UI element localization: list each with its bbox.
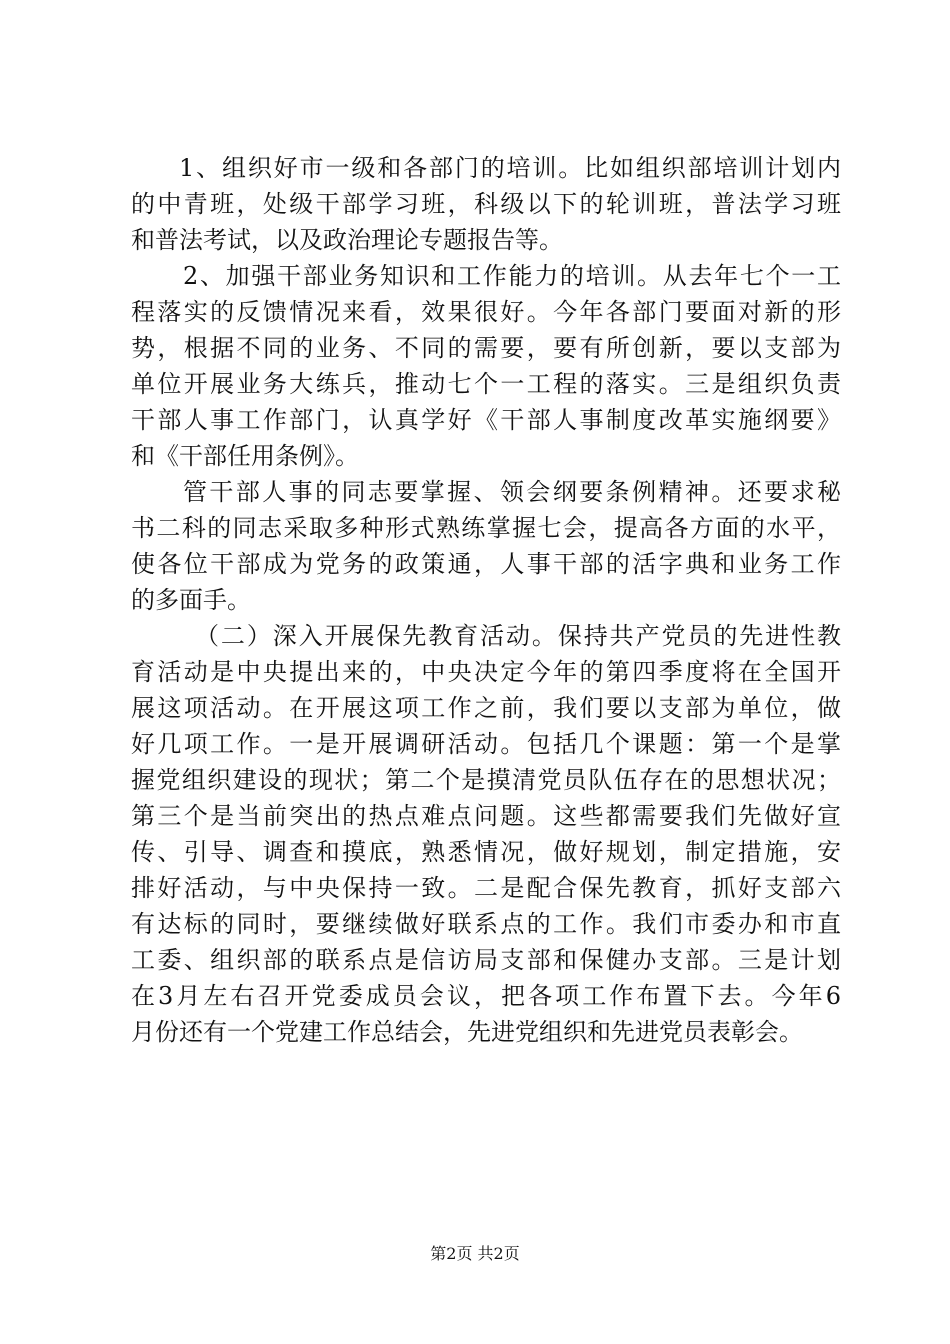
text-line: 1、组织好市一级和各部门的培训。比如组织部培训计划内 bbox=[179, 154, 841, 182]
text-line: 的中青班，处级干部学习班，科级以下的轮训班，普法学习班 bbox=[131, 190, 841, 218]
text-line: 管干部人事的同志要掌握、领会纲要条例精神。还要求秘 bbox=[183, 478, 841, 506]
paragraph-2 bbox=[131, 258, 841, 474]
text-line: 排好活动，与中央保持一致。二是配合保先教育，抓好支部六 bbox=[131, 874, 841, 902]
paragraph-4 bbox=[131, 618, 841, 1050]
text-line: 2、加强干部业务知识和工作能力的培训。从去年七个一工 bbox=[183, 262, 841, 290]
text-line: 使各位干部成为党务的政策通，人事干部的活字典和业务工作 bbox=[131, 550, 841, 578]
text-line: 的多面手。 bbox=[131, 586, 251, 614]
text-line: 第三个是当前突出的热点难点问题。这些都需要我们先做好宣 bbox=[131, 802, 841, 830]
paragraph-3 bbox=[131, 474, 841, 618]
paragraph-1 bbox=[131, 150, 841, 258]
text-line: 握党组织建设的现状；第二个是摸清党员队伍存在的思想状况； bbox=[131, 766, 841, 794]
text-line: 在3月左右召开党委成员会议，把各项工作布置下去。今年6 bbox=[131, 982, 841, 1010]
text-line: 和普法考试，以及政治理论专题报告等。 bbox=[131, 226, 563, 254]
text-line: 单位开展业务大练兵，推动七个一工程的落实。三是组织负责 bbox=[131, 370, 841, 398]
text-line: 有达标的同时，要继续做好联系点的工作。我们市委办和市直 bbox=[131, 910, 841, 938]
text-line: 书二科的同志采取多种形式熟练掌握七会，提高各方面的水平， bbox=[131, 514, 841, 542]
document-body bbox=[131, 150, 841, 1050]
page-footer bbox=[0, 1242, 950, 1266]
text-line: 势，根据不同的业务、不同的需要，要有所创新，要以支部为 bbox=[131, 334, 841, 362]
text-line: 干部人事工作部门，认真学好《干部人事制度改革实施纲要》 bbox=[131, 406, 841, 434]
text-line: 传、引导、调查和摸底，熟悉情况，做好规划，制定措施，安 bbox=[131, 838, 841, 866]
text-line: 好几项工作。一是开展调研活动。包括几个课题：第一个是掌 bbox=[131, 730, 841, 758]
text-line: 程落实的反馈情况来看，效果很好。今年各部门要面对新的形 bbox=[131, 298, 841, 326]
text-line: 月份还有一个党建工作总结会，先进党组织和先进党员表彰会。 bbox=[131, 1018, 803, 1046]
text-line: 育活动是中央提出来的，中央决定今年的第四季度将在全国开 bbox=[131, 658, 841, 686]
text-line: 和《干部任用条例》。 bbox=[131, 442, 359, 470]
text-line: 展这项活动。在开展这项工作之前，我们要以支部为单位，做 bbox=[131, 694, 841, 722]
page-number-label: 第2页 共2页 bbox=[430, 1244, 520, 1263]
text-line: 工委、组织部的联系点是信访局支部和保健办支部。三是计划 bbox=[131, 946, 841, 974]
text-line: （二）深入开展保先教育活动。保持共产党员的先进性教 bbox=[195, 622, 841, 650]
